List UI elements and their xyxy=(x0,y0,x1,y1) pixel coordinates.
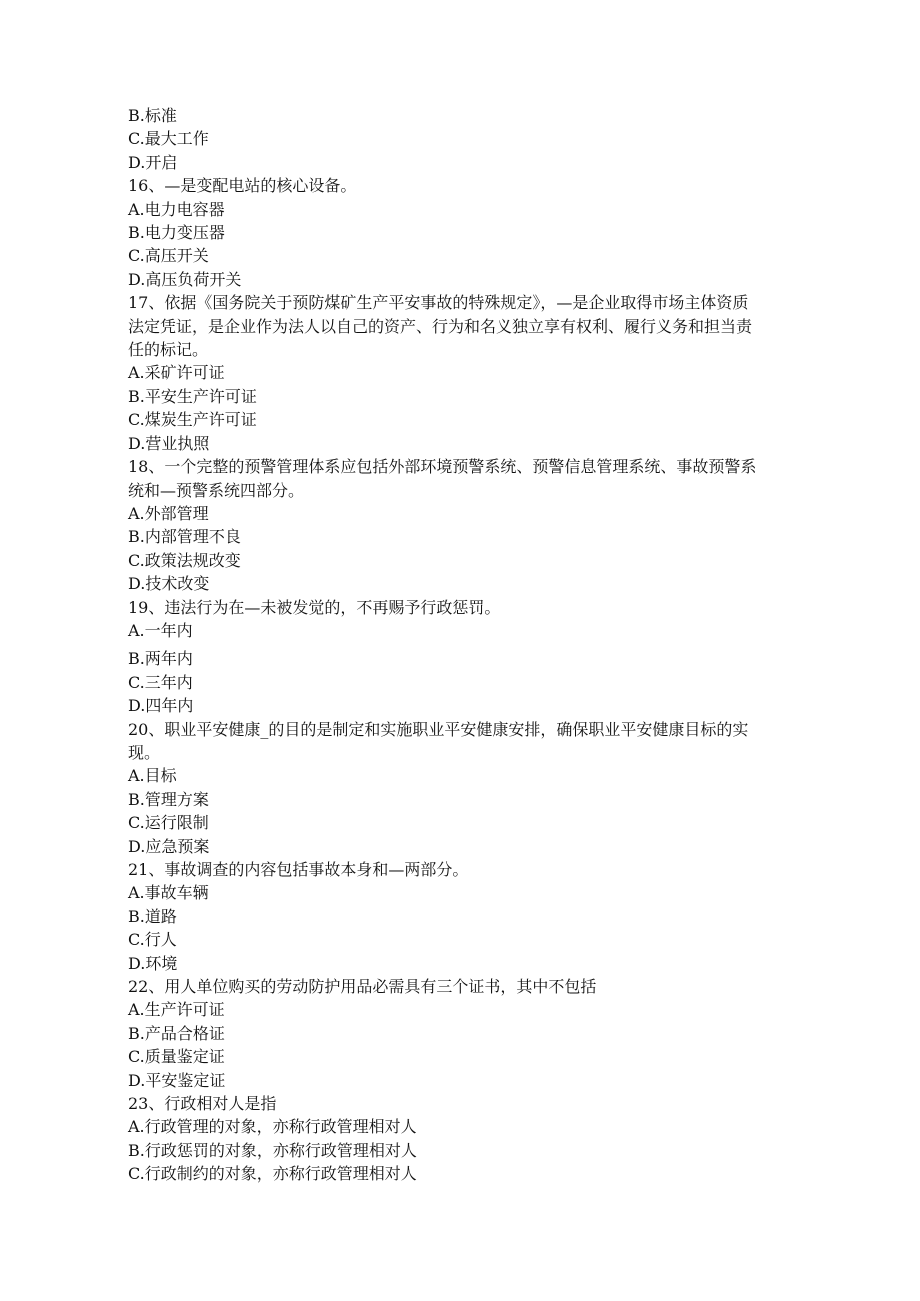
question-20-line-2: 现。 xyxy=(128,742,161,762)
q19-option-d: D.四年内 xyxy=(128,696,194,716)
question-16: 16、—是变配电站的核心设备。 xyxy=(128,176,357,196)
q18-option-b: B.内部管理不良 xyxy=(128,527,241,547)
q18-option-c: C.政策法规改变 xyxy=(128,550,241,570)
question-17-line-3: 任的标记。 xyxy=(128,340,209,360)
q19-option-c: C.三年内 xyxy=(128,672,193,692)
question-21: 21、事故调查的内容包括事故本身和—两部分。 xyxy=(128,860,469,879)
option-b-line: B.标准 xyxy=(128,106,177,125)
q18-option-a: A.外部管理 xyxy=(128,503,209,523)
q22-option-d: D.平安鉴定证 xyxy=(128,1070,226,1090)
q21-option-a: A.事故车辆 xyxy=(128,883,209,903)
q23-option-a: A.行政管理的对象，亦称行政管理相对人 xyxy=(128,1117,417,1137)
option-c-line: C.最大工作 xyxy=(128,129,209,149)
question-22: 22、用人单位购买的劳动防护用品必需具有三个证书，其中不包括 xyxy=(128,977,597,997)
q20-option-d: D.应急预案 xyxy=(128,836,210,856)
document-page xyxy=(128,104,808,1186)
q17-option-d: D.营业执照 xyxy=(128,433,210,453)
q16-option-d: D.高压负荷开关 xyxy=(128,269,242,289)
question-19: 19、违法行为在—未被发觉的，不再赐予行政惩罚。 xyxy=(128,597,501,617)
q16-option-a: A.电力电容器 xyxy=(128,199,225,219)
option-d-line: D.开启 xyxy=(128,152,178,172)
q19-option-b: B.两年内 xyxy=(128,649,193,669)
question-18-line-1: 18、一个完整的预警管理体系应包括外部环境预警系统、预警信息管理系统、事故预警系 xyxy=(128,457,757,477)
question-17-line-1: 17、依据《国务院关于预防煤矿生产平安事故的特殊规定》，—是企业取得市场主体资质 xyxy=(128,293,749,313)
question-20-line-1: 20、职业平安健康_的目的是制定和实施职业平安健康安排，确保职业平安健康目标的实 xyxy=(128,719,749,739)
q17-option-b: B.平安生产许可证 xyxy=(128,386,257,406)
q16-option-c: C.高压开关 xyxy=(128,246,209,266)
q21-option-d: D.环境 xyxy=(128,953,178,973)
q17-option-c: C.煤炭生产许可证 xyxy=(128,410,257,430)
q23-option-b: B.行政惩罚的对象，亦称行政管理相对人 xyxy=(128,1140,417,1160)
q22-option-c: C.质量鉴定证 xyxy=(128,1047,225,1067)
q20-option-a: A.目标 xyxy=(128,766,177,786)
q20-option-b: B.管理方案 xyxy=(128,789,209,809)
q19-option-a: A.一年内 xyxy=(128,620,193,640)
q17-option-a: A.采矿许可证 xyxy=(128,363,225,383)
q21-option-b: B.道路 xyxy=(128,906,177,926)
q22-option-b: B.产品合格证 xyxy=(128,1023,225,1043)
question-17-line-2: 法定凭证，是企业作为法人以自己的资产、行为和名义独立享有权利、履行义务和担当责 xyxy=(128,316,753,336)
question-23: 23、行政相对人是指 xyxy=(128,1094,277,1114)
q20-option-c: C.运行限制 xyxy=(128,813,209,833)
q21-option-c: C.行人 xyxy=(128,930,177,950)
question-18-line-2: 统和—预警系统四部分。 xyxy=(128,480,305,500)
q16-option-b: B.电力变压器 xyxy=(128,223,225,243)
q18-option-d: D.技术改变 xyxy=(128,574,210,594)
q23-option-c: C.行政制约的对象，亦称行政管理相对人 xyxy=(128,1164,417,1184)
q22-option-a: A.生产许可证 xyxy=(128,1000,225,1020)
